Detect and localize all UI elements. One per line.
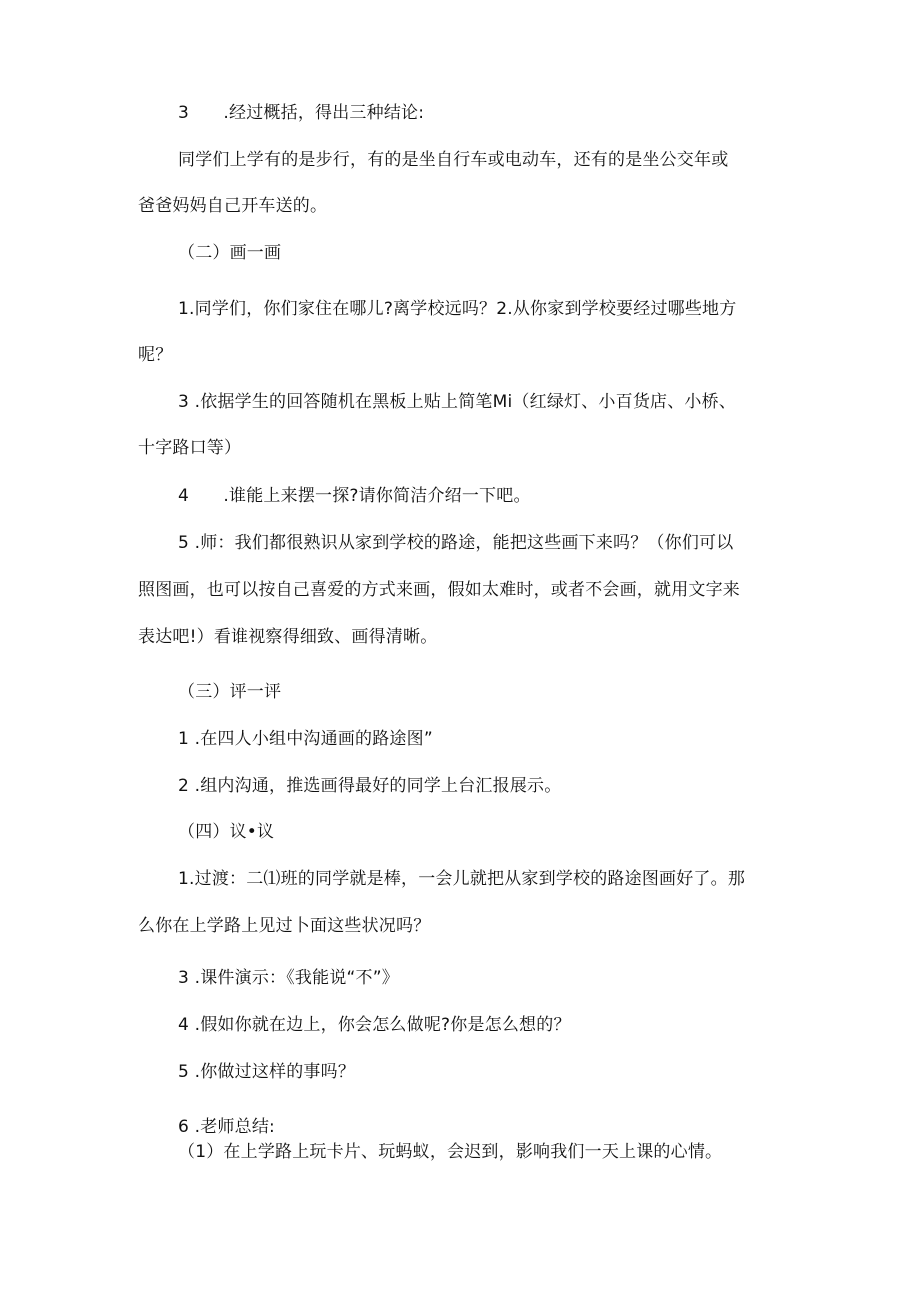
text-line: （1）在上学路上玩卡片、玩蚂蚁，会迟到，影响我们一天上课的心情。 — [178, 1142, 723, 1162]
section-heading: （二）画一画 — [178, 243, 282, 263]
text-line: 爸爸妈妈自己开车送的。 — [138, 196, 328, 216]
text-line: 1.同学们，你们家住在哪儿?离学校远吗？2.从你家到学校要经过哪些地方 — [178, 299, 737, 319]
text-line: 3 .依据学生的回答随机在黑板上贴上简笔Mi（红绿灯、小百货店、小桥、 — [178, 392, 737, 412]
text-line: 十字路口等） — [138, 438, 242, 458]
section-heading: （三）评一评 — [178, 682, 282, 702]
text-line: 4 .假如你就在边上，你会怎么做呢?你是怎么想的？ — [178, 1015, 571, 1035]
text-line: 表达吧!）看谁视察得细致、画得清晰。 — [138, 627, 438, 647]
text-line: 3 .课件演示：《我能说“不”》 — [178, 968, 399, 988]
text-line: 照图画，也可以按自己喜爱的方式来画，假如太难时，或者不会画，就用文字来 — [138, 580, 740, 600]
text-line: 2 .组内沟通，推选画得最好的同学上台汇报展示。 — [178, 776, 562, 796]
text-line: 1 .在四人小组中沟通画的路途图” — [178, 729, 433, 749]
text-line: 1.过渡：二⑴班的同学就是棒，一会儿就把从家到学校的路途图画好了。那 — [178, 869, 746, 889]
text-line: 呢？ — [138, 345, 173, 365]
text-line: 么你在上学路上见过卜面这些状况吗？ — [138, 916, 431, 936]
section-heading: （四）议•议 — [178, 822, 275, 842]
text-line: 5 .师：我们都很熟识从家到学校的路途，能把这些画下来吗？（你们可以 — [178, 533, 734, 553]
text-line: 6 .老师总结: — [178, 1117, 275, 1137]
text-line: 3 .经过概括，得出三种结论: — [178, 103, 425, 123]
text-line: 4 .谁能上来摆一探?请你简洁介绍一下吧。 — [178, 486, 531, 506]
text-line: 同学们上学有的是步行，有的是坐自行车或电动车，还有的是坐公交年或 — [178, 150, 729, 170]
text-line: 5 .你做过这样的事吗？ — [178, 1062, 356, 1082]
